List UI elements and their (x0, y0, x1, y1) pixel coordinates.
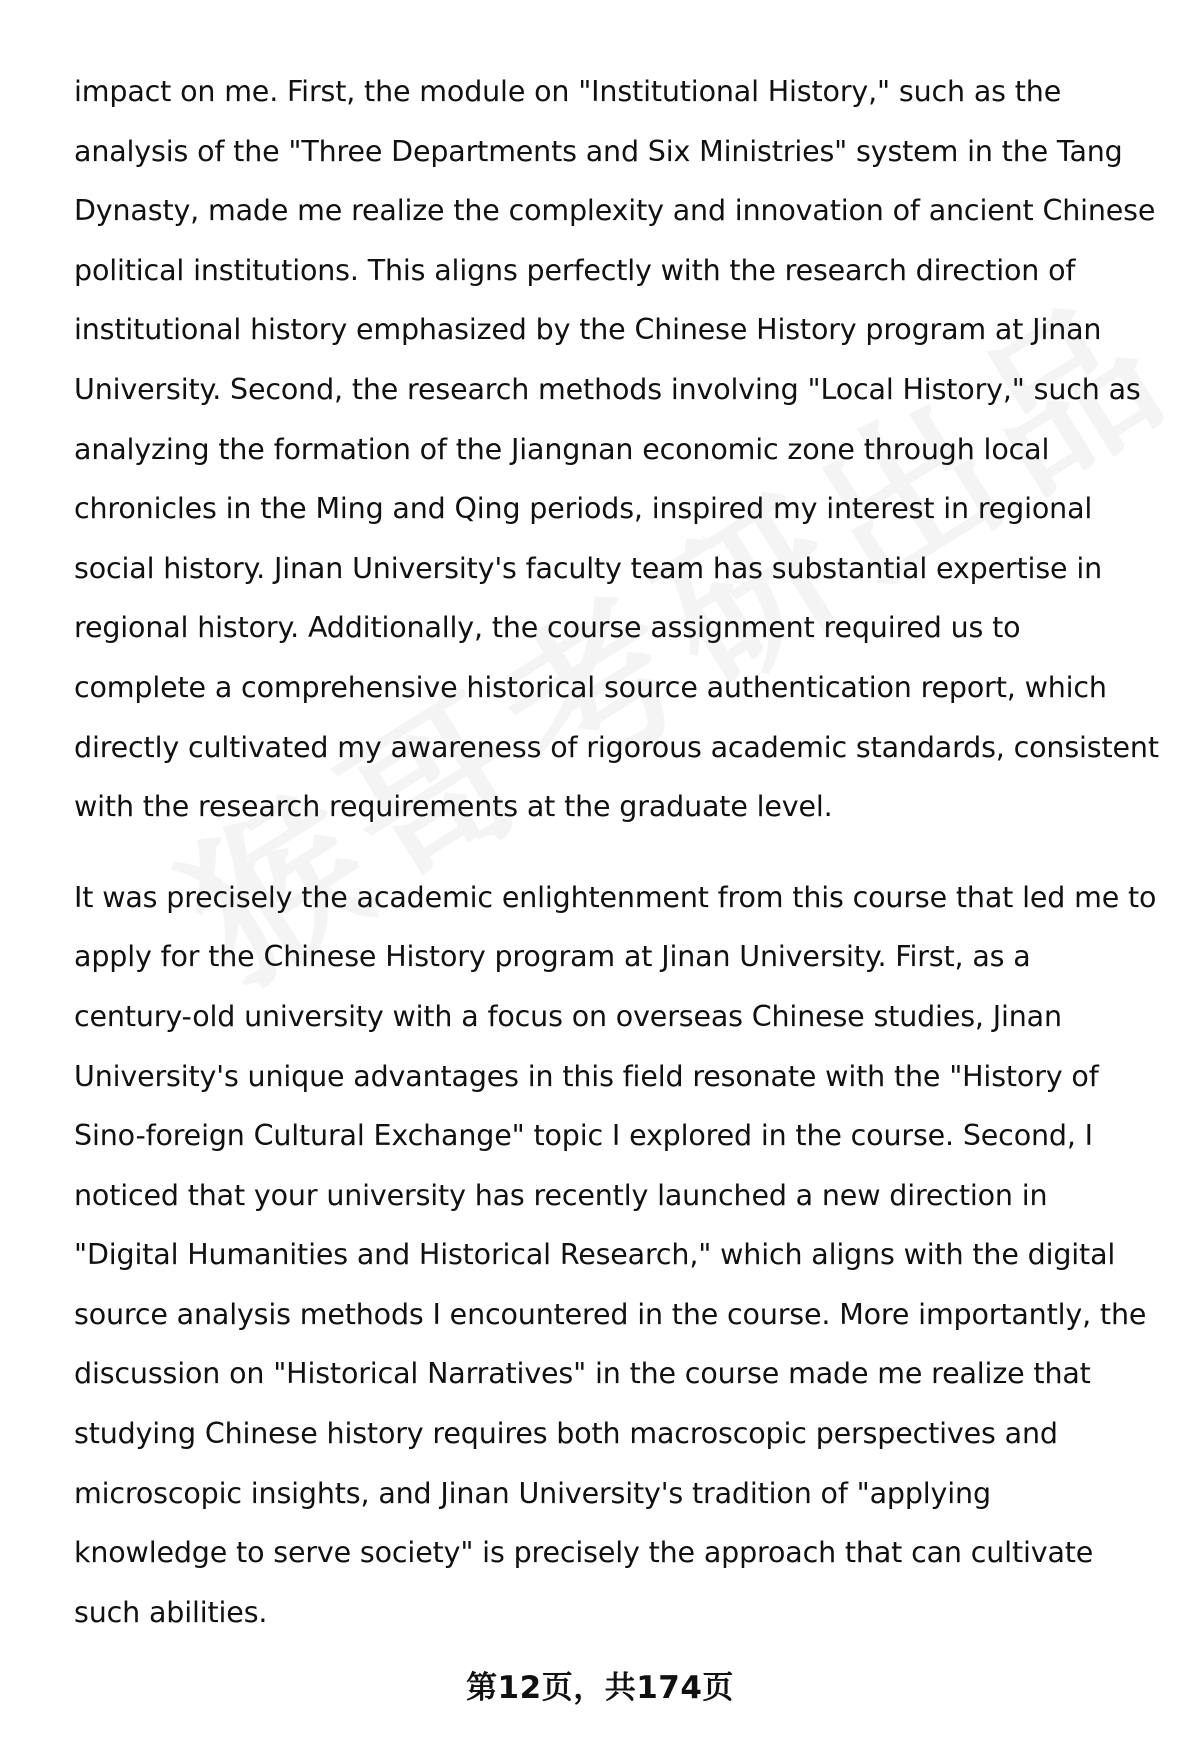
text-line: analysis of the "Three Departments and Six Ministries" system in the Tang (74, 134, 1123, 168)
text-line: such abilities. (74, 1595, 268, 1629)
text-line: University. Second, the research methods involving "Local History," such as (74, 372, 1141, 406)
text-line: discussion on "Historical Narratives" in the course made me realize that (74, 1357, 1091, 1391)
text-line: with the research requirements at the graduate level. (74, 790, 833, 824)
text-line: knowledge to serve society" is precisely the approach that can cultivate (74, 1536, 1094, 1570)
text-line: political institutions. This aligns perfectly with the research direction of (74, 253, 1076, 287)
text-line: Sino-foreign Cultural Exchange" topic I explored in the course. Second, I (74, 1119, 1093, 1153)
text-line: directly cultivated my awareness of rigorous academic standards, consistent (74, 730, 1159, 764)
text-line: impact on me. First, the module on "Institutional History," such as the (74, 75, 1062, 108)
text-line: source analysis methods I encountered in the course. More importantly, the (74, 1297, 1147, 1331)
text-line: century-old university with a focus on overseas Chinese studies, Jinan (74, 999, 1062, 1033)
text-line: apply for the Chinese History program at Jinan University. First, as a (74, 940, 1031, 974)
text-line: complete a comprehensive historical source authentication report, which (74, 670, 1107, 704)
text-line: regional history. Additionally, the course assignment required us to (74, 611, 1021, 645)
text-line: It was precisely the academic enlightenment from this course that led me to (74, 880, 1157, 914)
text-line: noticed that your university has recently launched a new direction in (74, 1178, 1048, 1212)
paragraph-1 (74, 62, 1159, 837)
text-line: University's unique advantages in this field resonate with the "History of (74, 1059, 1099, 1093)
text-line: analyzing the formation of the Jiangnan economic zone through local (74, 432, 1050, 466)
text-line: studying Chinese history requires both macroscopic perspectives and (74, 1417, 1058, 1451)
text-line: Dynasty, made me realize the complexity and innovation of ancient Chinese (74, 194, 1156, 228)
text-line: microscopic insights, and Jinan University's tradition of "applying (74, 1476, 991, 1510)
text-line: social history. Jinan University's faculty team has substantial expertise in (74, 551, 1103, 585)
paragraph-spacer (74, 837, 1154, 868)
paragraph-2 (74, 868, 1157, 1643)
text-line: institutional history emphasized by the Chinese History program at Jinan (74, 313, 1102, 347)
page-number-footer: 第12页，共174页 (466, 1670, 734, 1706)
document-body (74, 62, 1159, 1642)
text-line: "Digital Humanities and Historical Research," which aligns with the digital (74, 1238, 1116, 1272)
text-line: chronicles in the Ming and Qing periods, inspired my interest in regional (74, 492, 1093, 526)
